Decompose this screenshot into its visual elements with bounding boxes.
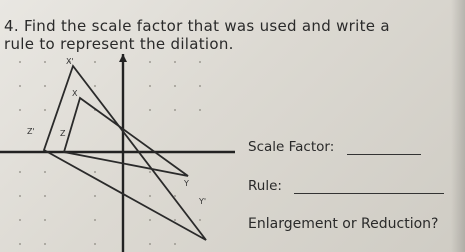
scale-factor-label: Scale Factor: <box>248 139 335 155</box>
rule-blank[interactable] <box>294 193 444 194</box>
question-line-2: rule to represent the dilation. <box>4 35 234 53</box>
label-z-prime: Z' <box>27 127 35 136</box>
question-number: 4. <box>4 17 19 35</box>
question-text-1: Find the scale factor that was used and write a <box>24 17 390 35</box>
coordinate-grid <box>0 54 235 252</box>
enlargement-question: Enlargement or Reduction? <box>248 216 439 232</box>
rule-label: Rule: <box>248 178 282 194</box>
triangle-xyz <box>64 98 188 176</box>
label-y: Y <box>184 179 189 188</box>
scale-factor-blank[interactable] <box>347 154 421 155</box>
page-edge-shadow <box>451 0 465 252</box>
label-x: X <box>72 89 78 98</box>
label-z: Z <box>60 129 66 138</box>
y-axis-arrow <box>119 54 127 62</box>
label-x-prime: X' <box>66 57 74 66</box>
scale-factor-row <box>248 139 421 155</box>
rule-row <box>248 178 444 194</box>
label-y-prime: Y' <box>199 197 207 206</box>
question-line-1 <box>4 17 390 35</box>
